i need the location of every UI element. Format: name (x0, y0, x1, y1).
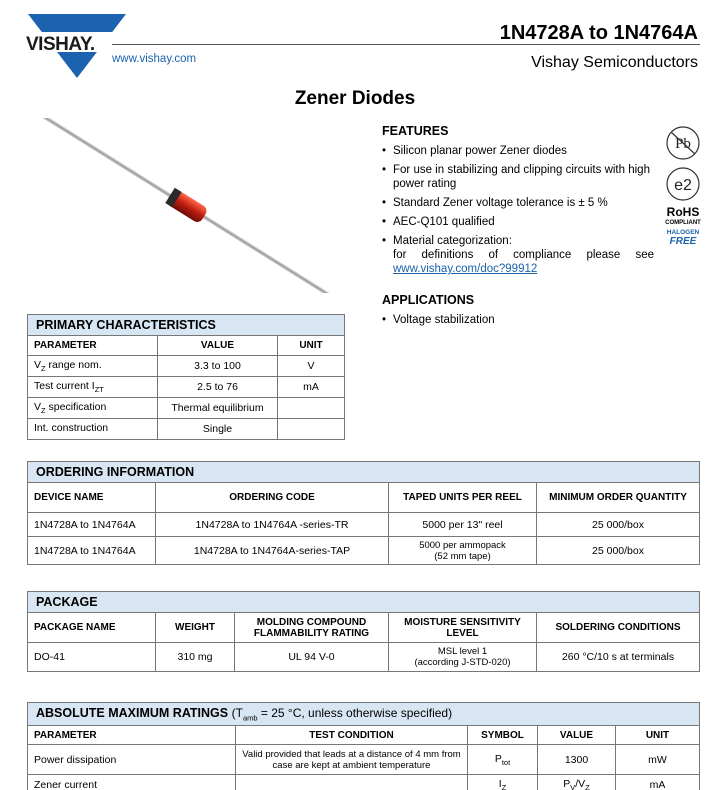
feature-item-material (382, 234, 654, 276)
param-cell: Zener current (28, 775, 236, 790)
column-header: PARAMETER (28, 726, 236, 745)
pb-free-icon (665, 125, 701, 161)
features-section (382, 124, 654, 281)
param-cell: Test current $I_{ZT}$ (28, 377, 158, 398)
column-header: MINIMUM ORDER QUANTITY (537, 483, 700, 513)
primary-characteristics-table (27, 314, 345, 440)
halogen-label: HALOGEN (666, 229, 700, 236)
column-header: PARAMETER (28, 336, 158, 356)
document-title: 1N4728A to 1N4764A (499, 22, 698, 44)
feature-item-label: Material categorization: (393, 235, 512, 247)
table-row (28, 745, 700, 775)
column-header: ORDERING CODE (156, 483, 389, 513)
logo-wordmark: VISHAY. (26, 34, 95, 55)
unit-cell (278, 419, 345, 440)
value-cell: $P_V/V_Z$ (538, 775, 616, 790)
symbol-cell: $P_{tot}$ (468, 745, 538, 775)
value-cell: Single (158, 419, 278, 440)
moq-cell: 25 000/box (537, 537, 700, 565)
company-name: Vishay Semiconductors (531, 54, 698, 71)
feature-material-detail: for definitions of compliance please see (393, 249, 654, 261)
table-row (28, 537, 700, 565)
column-header: DEVICE NAME (28, 483, 156, 513)
feature-item: • Standard Zener voltage tolerance is ± 5 % (382, 196, 654, 210)
rohs-compliant: COMPLIANT (665, 220, 701, 226)
unit-cell: V (278, 356, 345, 377)
code-cell: 1N4728A to 1N4764A -series-TR (156, 513, 389, 537)
e2-icon (665, 166, 701, 202)
value-cell: Thermal equilibrium (158, 398, 278, 419)
table-title: ABSOLUTE MAXIMUM RATINGS ($T_{amb} = 25$ °C, unless otherwise specified) (28, 703, 700, 726)
pb-label: Pb (675, 136, 691, 152)
weight-cell: 310 mg (156, 643, 235, 672)
application-item: • Voltage stabilization (382, 313, 654, 327)
rohs-badge (658, 205, 708, 247)
feature-item: • Silicon planar power Zener diodes (382, 144, 654, 158)
table-row (28, 419, 345, 440)
param-cell: $V_Z$ specification (28, 398, 158, 419)
code-cell: 1N4728A to 1N4764A-series-TAP (156, 537, 389, 565)
column-header: PACKAGE NAME (28, 613, 156, 643)
column-header: WEIGHT (156, 613, 235, 643)
table-row (28, 377, 345, 398)
value-cell: 1300 (538, 745, 616, 775)
feature-item: • For use in stabilizing and clipping circuits with high power rating (382, 163, 654, 191)
condition-cell (236, 775, 468, 790)
condition-cell: Valid provided that leads at a distance of 4 mm from case are kept at ambient temperature (236, 745, 468, 775)
value-cell: 2.5 to 76 (158, 377, 278, 398)
column-header: UNIT (616, 726, 700, 745)
param-cell: Int. construction (28, 419, 158, 440)
column-header: TAPED UNITS PER REEL (389, 483, 537, 513)
column-header: SOLDERING CONDITIONS (537, 613, 700, 643)
unit-cell: mA (278, 377, 345, 398)
applications-heading: APPLICATIONS (382, 293, 475, 307)
page-title: Zener Diodes (294, 88, 416, 109)
applications-section (382, 293, 654, 332)
column-header: UNIT (278, 336, 345, 356)
e2-label: e2 (674, 177, 692, 194)
ordering-information-table (27, 461, 700, 565)
package-name-cell: DO-41 (28, 643, 156, 672)
column-header: MOLDING COMPOUND FLAMMABILITY RATING (235, 613, 389, 643)
column-header: MOISTURE SENSITIVITY LEVEL (389, 613, 537, 643)
features-heading: FEATURES (382, 124, 449, 138)
table-row (28, 775, 700, 790)
vishay-logo (22, 14, 132, 84)
param-cell: $V_Z$ range nom. (28, 356, 158, 377)
msl-cell: MSL level 1 (according J-STD-020) (389, 643, 537, 672)
rating-cell: UL 94 V-0 (235, 643, 389, 672)
table-row (28, 356, 345, 377)
compliance-link[interactable]: www.vishay.com/doc?99912 (393, 263, 538, 275)
website-link[interactable]: www.vishay.com (112, 53, 197, 65)
unit-cell: mW (616, 745, 700, 775)
device-cell: 1N4728A to 1N4764A (28, 537, 156, 565)
column-header: TEST CONDITION (236, 726, 468, 745)
diode-image (22, 118, 352, 293)
symbol-cell: $I_Z$ (468, 775, 538, 790)
table-title: PRIMARY CHARACTERISTICS (28, 315, 345, 336)
table-row (28, 398, 345, 419)
table-row (28, 643, 700, 672)
value-cell: 3.3 to 100 (158, 356, 278, 377)
rohs-label: RoHS (666, 205, 700, 219)
unit-cell: mA (616, 775, 700, 790)
soldering-cell: 260 °C/10 s at terminals (537, 643, 700, 672)
feature-item: • AEC-Q101 qualified (382, 215, 654, 229)
column-header: SYMBOL (468, 726, 538, 745)
column-header: VALUE (158, 336, 278, 356)
column-header: VALUE (538, 726, 616, 745)
absolute-maximum-ratings-table (27, 702, 700, 790)
table-title: ORDERING INFORMATION (28, 462, 700, 483)
taped-cell: 5000 per ammopack (52 mm tape) (389, 537, 537, 565)
moq-cell: 25 000/box (537, 513, 700, 537)
table-row (28, 513, 700, 537)
taped-cell: 5000 per 13" reel (389, 513, 537, 537)
param-cell: Power dissipation (28, 745, 236, 775)
device-cell: 1N4728A to 1N4764A (28, 513, 156, 537)
package-table (27, 591, 700, 672)
unit-cell (278, 398, 345, 419)
table-title: PACKAGE (28, 592, 700, 613)
free-label: FREE (669, 236, 697, 247)
